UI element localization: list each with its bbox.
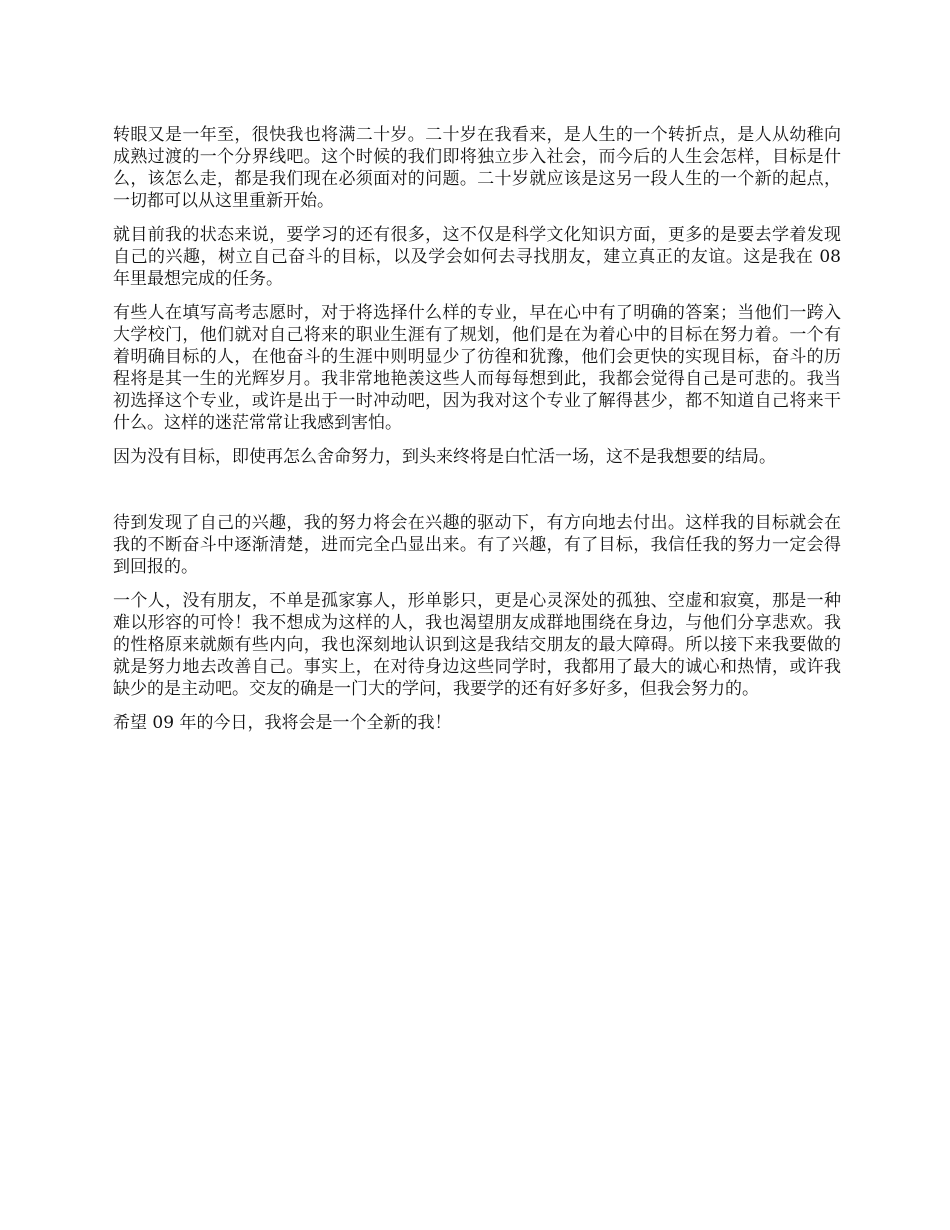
paragraph-5: 待到发现了自己的兴趣，我的努力将会在兴趣的驱动下，有方向地去付出。这样我的目标就会在我的不断奋斗中逐渐清楚，进而完全凸显出来。有了兴趣，有了目标，我信任我的努力一定会得到回报的。 (113, 513, 841, 577)
paragraph-4: 因为没有目标，即使再怎么舍命努力，到头来终将是白忙活一场，这不是我想要的结局。 (113, 447, 776, 467)
paragraph-7: 希望 09 年的今日，我将会是一个全新的我！ (113, 713, 452, 733)
paragraph-1: 转眼又是一年至，很快我也将满二十岁。二十岁在我看来，是人生的一个转折点，是人从幼稚向成熟过渡的一个分界线吧。这个时候的我们即将独立步入社会，而今后的人生会怎样，目标是什么，该怎么走，都是我们现在必须面对的问题。二十岁就应该是这另一段人生的一个新的起点，一切都可以从这里重新开始。 (113, 125, 841, 211)
paragraph-3: 有些人在填写高考志愿时，对于将选择什么样的专业，早在心中有了明确的答案；当他们一跨入大学校门，他们就对自己将来的职业生涯有了规划，他们是在为着心中的目标在努力着。一个有着明确目标的人，在他奋斗的生涯中则明显少了彷徨和犹豫，他们会更快的实现目标，奋斗的历程将是其一生的光辉岁月。我非常地艳羡这些人而每每想到此，我都会觉得自己是可悲的。我当初选择这个专业，或许是出于一时冲动吧，因为我对这个专业了解得甚少，都不知道自己将来干什么。这样的迷茫常常让我感到害怕。 (113, 303, 841, 433)
document-body (113, 124, 841, 746)
blank-spacer (113, 480, 841, 512)
paragraph-2: 就目前我的状态来说，要学习的还有很多，这不仅是科学文化知识方面，更多的是要去学着发现自己的兴趣，树立自己奋斗的目标，以及学会如何去寻找朋友，建立真正的友谊。这是我在 08 年里最想完成的任务。 (113, 225, 841, 289)
paragraph-6: 一个人，没有朋友，不单是孤家寡人，形单影只，更是心灵深处的孤独、空虚和寂寞，那是一种难以形容的可怜！我不想成为这样的人，我也渴望朋友成群地围绕在身边，与他们分享悲欢。我的性格原来就颇有些内向，我也深刻地认识到这是我结交朋友的最大障碍。所以接下来我要做的就是努力地去改善自己。事实上，在对待身边这些同学时，我都用了最大的诚心和热情，或许我缺少的是主动吧。交友的确是一门大的学问，我要学的还有好多好多，但我会努力的。 (113, 591, 841, 699)
